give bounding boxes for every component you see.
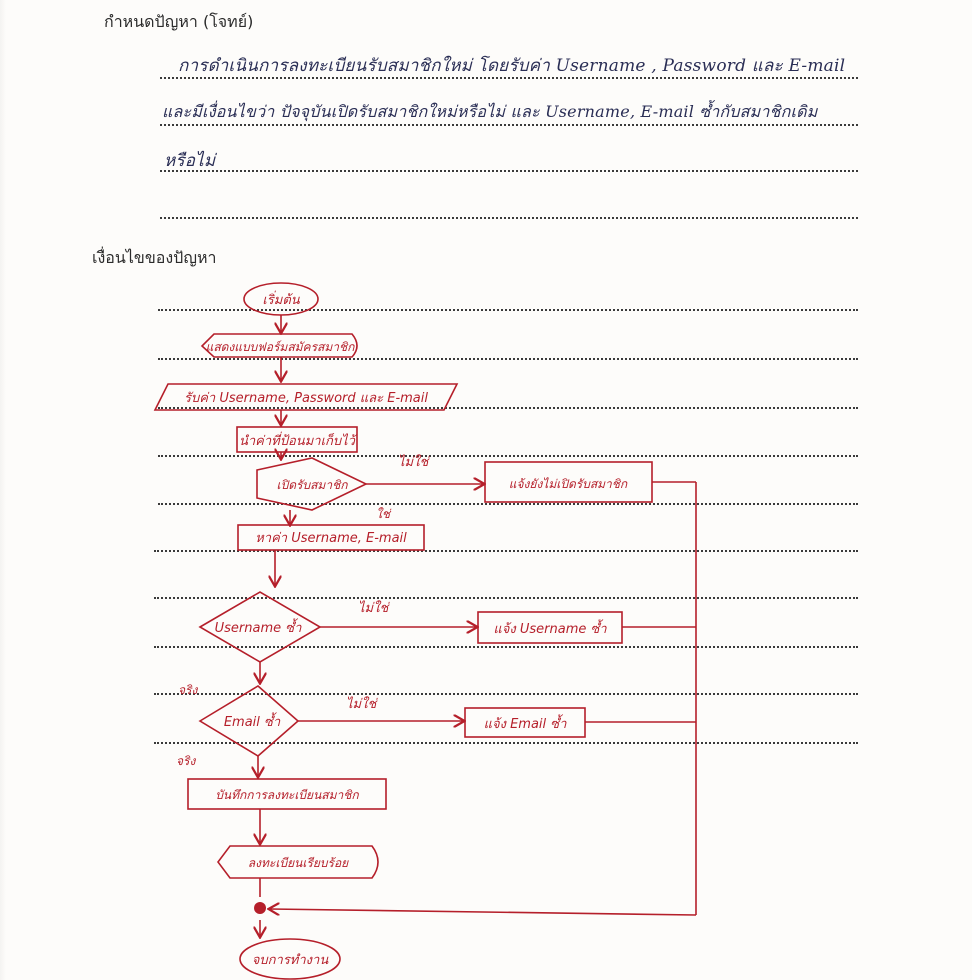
process-find-label: หาค่า Username, E-mail	[255, 531, 407, 546]
no-label-2: ไม่ใช่	[358, 601, 389, 616]
notify-email-label: แจ้ง Email ซ้ำ	[483, 717, 567, 732]
decision-username-label: Username ซ้ำ	[214, 621, 302, 636]
display-form-label: แสดงแบบฟอร์มสมัครสมาชิก	[205, 340, 355, 354]
display-done-label: ลงทะเบียนเรียบร้อย	[247, 856, 349, 870]
end-label: จบการทำงาน	[251, 953, 329, 968]
process-save-label: บันทึกการลงทะเบียนสมาชิก	[215, 788, 359, 802]
connector-dot	[254, 902, 266, 914]
decision-open-label: เปิดรับสมาชิก	[276, 478, 348, 492]
problem-heading: กำหนดปัญหา (โจทย์)	[104, 12, 254, 31]
true-label-2: จริง	[176, 754, 196, 768]
problem-line-1: การดำเนินการลงทะเบียนรับสมาชิกใหม่ โดยรับค่า Username , Password และ E-mail	[178, 56, 846, 76]
input-label: รับค่า Username, Password และ E-mail	[183, 391, 429, 406]
problem-line-2: และมีเงื่อนไขว่า ปัจจุบันเปิดรับสมาชิกใหม่หรือไม่ และ Username, E-mail ซ้ำกับสมาชิกเดิม	[162, 102, 818, 121]
no-label-1: ไม่ใช่	[398, 455, 429, 470]
no-label-3: ไม่ใช่	[346, 697, 377, 712]
process-store-label: นำค่าที่ป้อนมาเก็บไว้	[239, 434, 355, 449]
start-label: เริ่มต้น	[262, 293, 300, 308]
decision-email-label: Email ซ้ำ	[223, 715, 281, 730]
notify-username-label: แจ้ง Username ซ้ำ	[493, 622, 607, 637]
true-label-1: จริง	[178, 683, 198, 697]
yes-label-1: ใช่	[376, 507, 391, 521]
conditions-heading: เงื่อนไขของปัญหา	[92, 248, 217, 267]
problem-line-3: หรือไม่	[164, 151, 216, 171]
notify-closed-label: แจ้งยังไม่เปิดรับสมาชิก	[508, 477, 628, 491]
